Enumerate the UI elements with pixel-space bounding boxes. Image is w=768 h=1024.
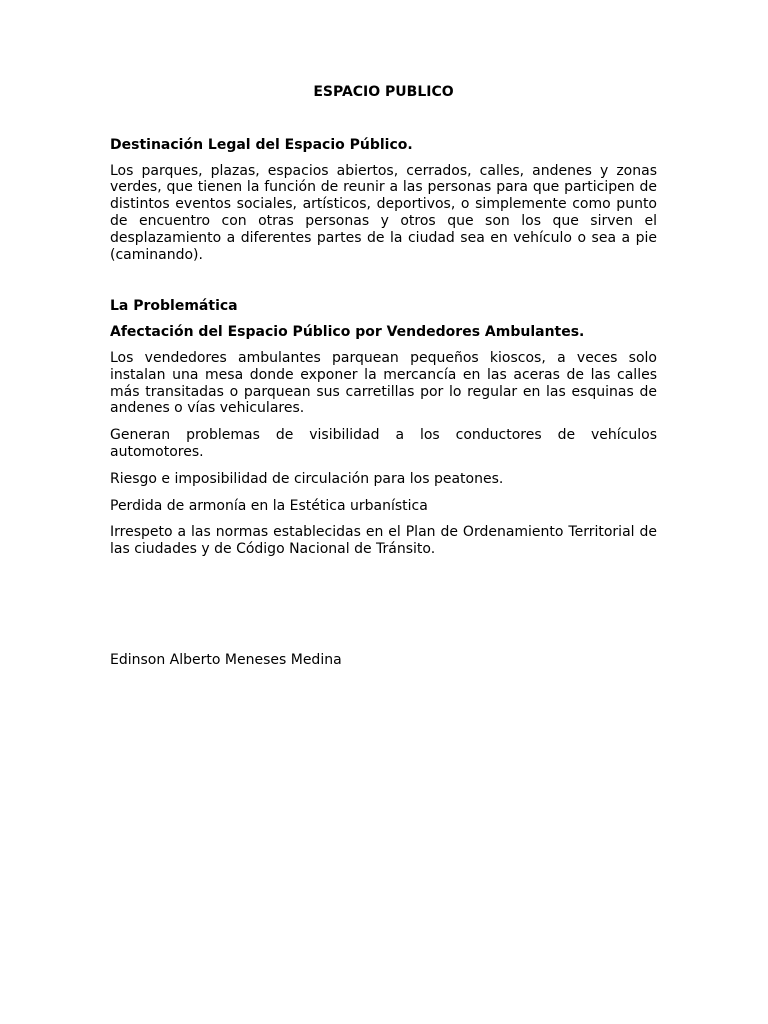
document-title: ESPACIO PUBLICO [313,84,454,100]
paragraph-circulacion: Riesgo e imposibilidad de circulación para los peatones. [110,470,504,487]
paragraph-vendedores: Los vendedores ambulantes parquean pequeños kioscos, a veces solo instalan una mesa donde exponer la mercancía en las aceras de las calles más transitadas o parquean sus carretillas por lo regular en las esquinas de andenes o vías vehiculares. [110,349,657,417]
document-body [110,84,657,669]
section-heading-problematica: La Problemática [110,298,238,315]
section-paragraph-destinacion: Los parques, plazas, espacios abiertos, cerrados, calles, andenes y zonas verdes, que tienen la función de reunir a las personas para que participen de distintos eventos sociales, artísticos, deportivos, o simplemente como punto de encuentro con otras personas y otros que son los que sirven el desplazamiento a diferentes partes de la ciudad sea en vehículo o sea a pie (caminando). [110,162,657,263]
section-heading-destinacion: Destinación Legal del Espacio Público. [110,136,413,153]
paragraph-visibilidad: Generan problemas de visibilidad a los conductores de vehículos automotores. [110,427,657,460]
paragraph-armonia: Perdida de armonía en la Estética urbanística [110,497,428,514]
paragraph-irrespeto: Irrespeto a las normas establecidas en el Plan de Ordenamiento Territorial de las ciudades y de Código Nacional de Tránsito. [110,524,657,558]
section-subheading-afectacion: Afectación del Espacio Público por Vendedores Ambulantes. [110,324,585,341]
author-name: Edinson Alberto Meneses Medina [110,651,342,668]
